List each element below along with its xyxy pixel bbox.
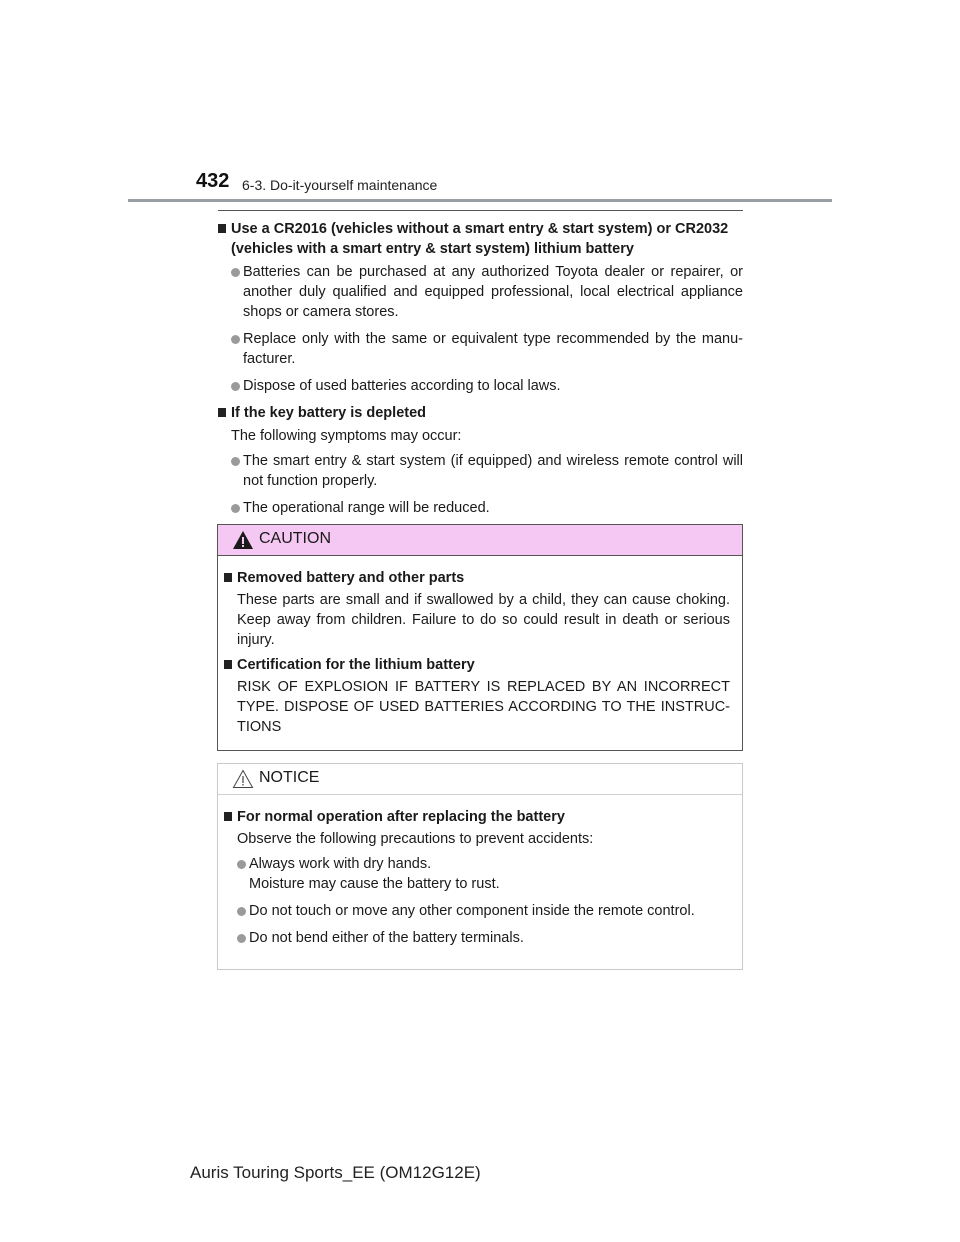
notice-box: [217, 763, 743, 970]
round-bullet-icon: [231, 457, 240, 466]
square-bullet-icon: [224, 573, 232, 582]
list-item: [224, 928, 730, 948]
section-title: 6-3. Do-it-yourself maintenance: [242, 177, 438, 193]
notice-heading: [224, 807, 730, 827]
list-item-text: Do not bend either of the battery terminals.: [249, 930, 524, 946]
list-item-text: Replace only with the same or equivalent type recommended by the manu-facturer.: [243, 331, 743, 367]
round-bullet-icon: [237, 860, 246, 869]
heading-text: Certification for the lithium battery: [237, 657, 475, 673]
round-bullet-icon: [231, 382, 240, 391]
caution-header: [218, 525, 742, 556]
list-item-text: Batteries can be purchased at any authorized Toyota dealer or repairer, or another duly qualified and equipped professional, local electrical appliance shops or camera stores.: [243, 264, 743, 320]
section-divider: [218, 210, 743, 211]
caution-item-text: RISK OF EXPLOSION IF BATTERY IS REPLACED BY AN INCORRECT TYPE. DISPOSE OF USED BATTERIES ACCORDING TO THE INSTRUC-TIONS: [237, 679, 730, 735]
heading-text: If the key battery is depleted: [231, 405, 427, 421]
caution-item-heading: [224, 568, 730, 588]
caution-body: [218, 556, 742, 750]
round-bullet-icon: [231, 268, 240, 277]
heading-text: For normal operation after replacing the battery: [237, 809, 565, 825]
list-item-text: Do not touch or move any other component inside the remote control.: [249, 903, 695, 919]
intro-text: The following symptoms may occur:: [231, 428, 462, 444]
heading-text: Removed battery and other parts: [237, 570, 465, 586]
list-item-subtext: Moisture may cause the battery to rust.: [249, 876, 500, 892]
notice-header: [218, 764, 742, 795]
list-item: [218, 498, 743, 518]
square-bullet-icon: [218, 224, 226, 233]
section-heading-battery-type: [218, 219, 743, 259]
warning-outline-icon: [232, 769, 254, 789]
list-item: [218, 451, 743, 491]
round-bullet-icon: [237, 907, 246, 916]
list-item: [224, 901, 730, 921]
section-heading-battery-depleted: [218, 403, 743, 423]
list-item: [218, 262, 743, 322]
round-bullet-icon: [231, 504, 240, 513]
caution-item-text: These parts are small and if swallowed by a child, they can cause choking. Keep away from children. Failure to do so could result in death or serious injury.: [237, 592, 730, 648]
page-number: 432: [196, 170, 230, 192]
warning-icon: [232, 530, 254, 550]
list-item-text: Dispose of used batteries according to local laws.: [243, 378, 561, 394]
round-bullet-icon: [231, 335, 240, 344]
notice-intro: Observe the following precautions to prevent accidents:: [237, 831, 594, 847]
header-rule: [128, 199, 832, 202]
heading-text: Use a CR2016 (vehicles without a smart entry & start system) or CR2032 (vehicles with a smart entry & start system) lithium battery: [231, 221, 729, 257]
list-item: [218, 376, 743, 396]
caution-box: [217, 524, 743, 751]
list-item-text: The smart entry & start system (if equipped) and wireless remote control will not function properly.: [243, 453, 743, 489]
list-item: [224, 854, 730, 894]
list-item: [218, 329, 743, 369]
square-bullet-icon: [224, 660, 232, 669]
notice-title: NOTICE: [259, 769, 320, 786]
square-bullet-icon: [218, 408, 226, 417]
notice-body: [218, 795, 742, 969]
list-item-text: Always work with dry hands.: [249, 856, 432, 872]
caution-title: CAUTION: [259, 530, 331, 547]
list-item-text: The operational range will be reduced.: [243, 500, 490, 516]
square-bullet-icon: [224, 812, 232, 821]
main-content: [218, 210, 743, 525]
footer-manual-id: Auris Touring Sports_EE (OM12G12E): [190, 1163, 481, 1182]
round-bullet-icon: [237, 934, 246, 943]
caution-item-heading: [224, 655, 730, 675]
